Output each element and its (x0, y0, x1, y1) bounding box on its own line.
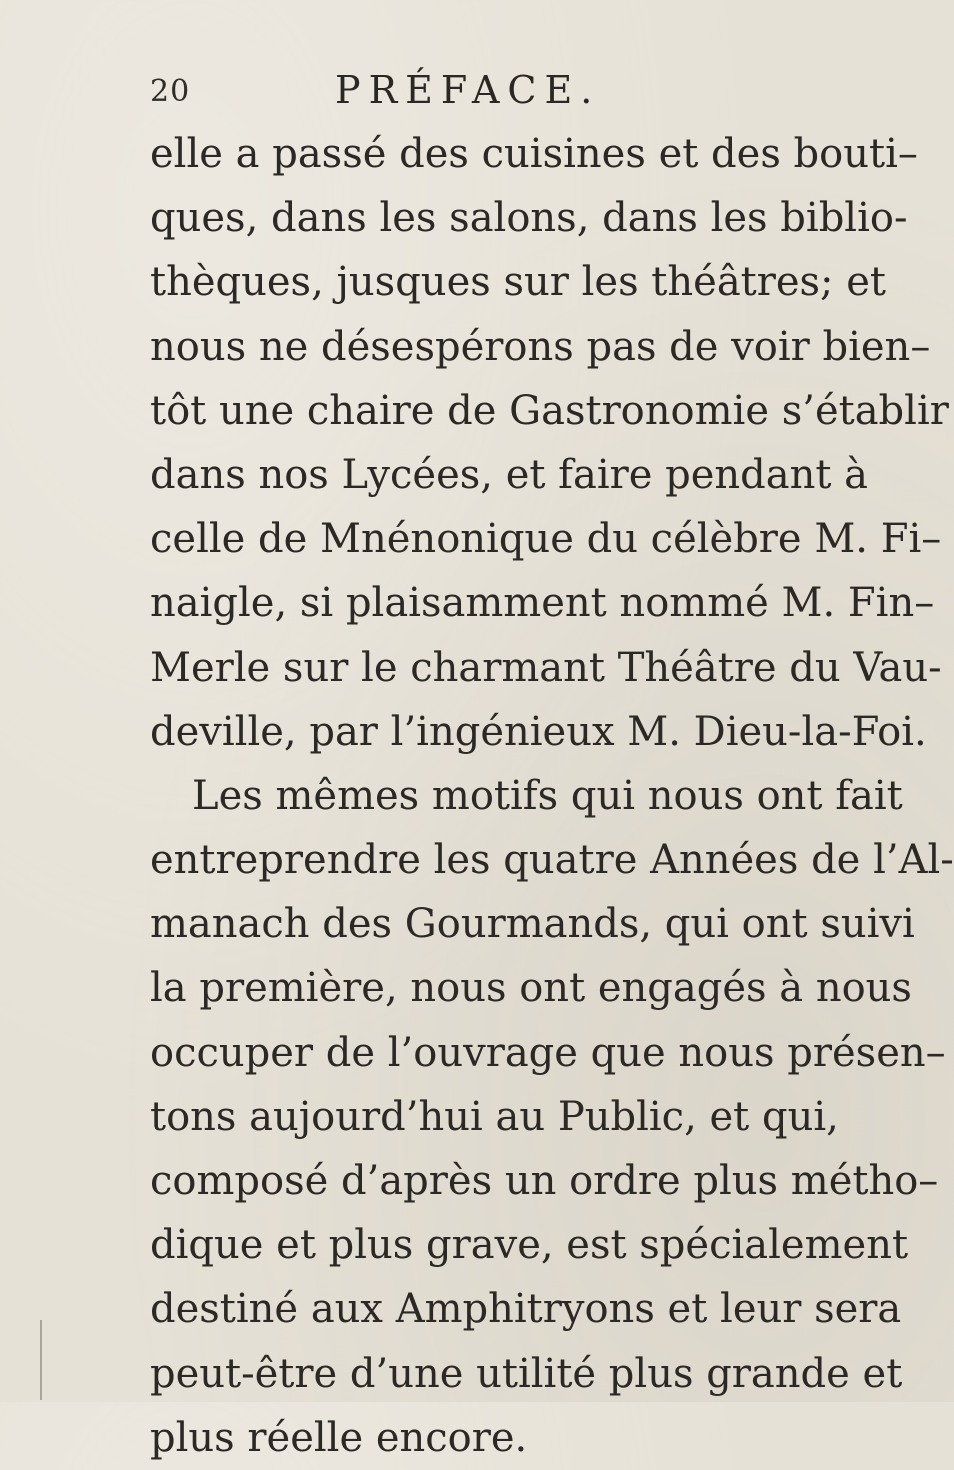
text-line: tons aujourd’hui au Public, et qui, (150, 1093, 839, 1140)
text-line: dique et plus grave, est spécialement (150, 1222, 909, 1269)
text-line: deville, par l’ingénieux M. Dieu-la-Foi. (150, 708, 927, 755)
text-line: peut-être d’une utilité plus grande et (150, 1350, 903, 1397)
text-line: celle de Mnénonique du célèbre M. Fi– (150, 516, 942, 563)
text-line: entreprendre les quatre Années de l’Al- (150, 837, 954, 884)
text-line: nous ne désespérons pas de voir bien– (150, 323, 931, 370)
text-line: plus réelle encore. (150, 1414, 528, 1461)
margin-mark (40, 1320, 42, 1400)
page-number: 20 (150, 74, 191, 109)
text-line: destiné aux Amphitryons et leur sera (150, 1286, 902, 1333)
text-line: occuper de l’ouvrage que nous présen– (150, 1029, 946, 1076)
text-line: manach des Gourmands, qui ont suivi (150, 901, 915, 948)
text-line: composé d’après un ordre plus métho– (150, 1158, 939, 1204)
text-line: elle a passé des cuisines et des bouti– (150, 131, 918, 177)
text-line-paragraph-start: Les mêmes motifs qui nous ont fait (192, 772, 903, 819)
text-line: dans nos Lycées, et faire pendant à (150, 451, 869, 498)
page-header (150, 68, 750, 118)
text-line: tôt une chaire de Gastronomie s’établir (150, 387, 949, 434)
text-line: Merle sur le charmant Théâtre du Vau- (150, 644, 942, 691)
text-line: ques, dans les salons, dans les biblio- (150, 195, 908, 242)
body-text (150, 122, 954, 1470)
text-line: naigle, si plaisamment nommé M. Fin– (150, 580, 935, 627)
running-title: PRÉFACE. (335, 68, 601, 112)
text-line: la première, nous ont engagés à nous (150, 965, 912, 1012)
text-line: thèques, jusques sur les théâtres; et (150, 259, 886, 306)
